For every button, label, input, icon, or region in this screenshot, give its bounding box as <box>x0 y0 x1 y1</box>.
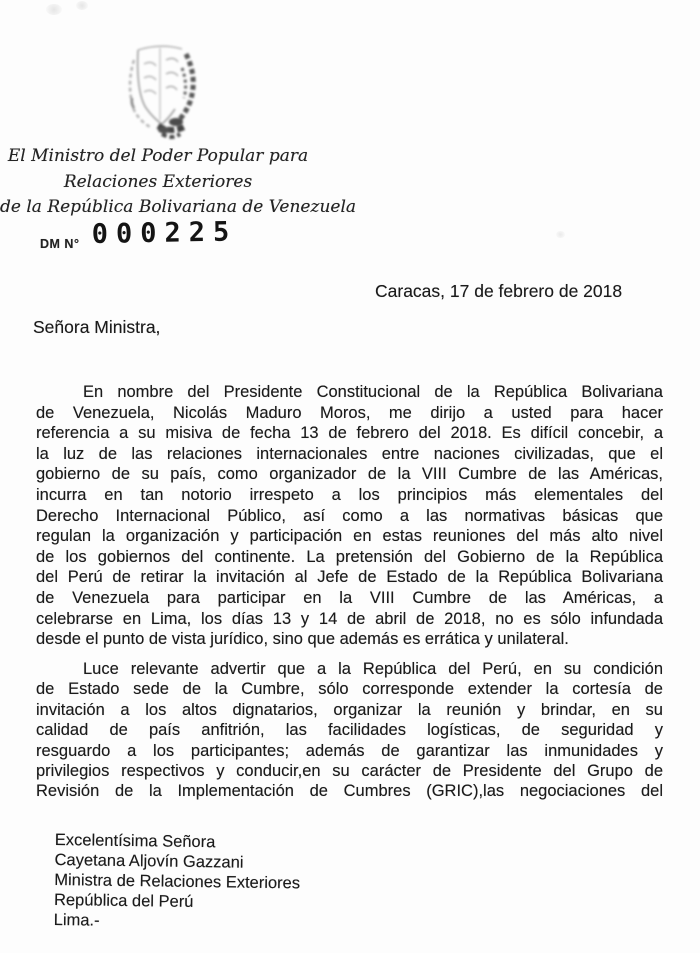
scan-artifact <box>556 231 565 238</box>
scan-artifact <box>76 1 88 10</box>
paragraph-2 <box>36 659 663 802</box>
letterhead-title: El Ministro del Poder Popular para Relaciones Exteriores de la República Bolivariana de Venezuela <box>0 146 357 217</box>
date-line: Caracas, 17 de febrero de 2018 <box>375 281 623 301</box>
venezuela-coat-of-arms-icon <box>114 34 210 146</box>
doc-number-label: DM N° <box>40 237 80 251</box>
paragraph-2-justified-lines: Luce relevante advertir que a la República del Perú, en su condición de Estado sede de la Cumbre, sólo corresponde extender la cortesía de invitación a los altos dignatarios, organizar la reunión y brindar, en su calidad de país anfitrión, las facilidades logísticas, de seguridad y resguardo a los participantes; además de garantizar las inmunidades y privilegios respectivos y conducir,en su carácter de Presidente del Grupo de Revisión de la Implementación de Cumbres (GRIC),las negociaciones del <box>36 660 663 801</box>
scan-artifact <box>46 4 62 15</box>
paragraph-1-last-line: desde el punto de vista jurídico, sino que además es errática y unilateral. <box>36 630 569 649</box>
doc-number-stamp: 000225 <box>91 216 238 250</box>
paragraph-1 <box>36 382 663 650</box>
salutation: Señora Ministra, <box>33 317 161 337</box>
paragraph-1-justified-lines: En nombre del Presidente Constitucional de la República Bolivariana de Venezuela, Nicolás Maduro Moros, me dirijo a usted para hacer referencia a su misiva de fecha 13 de febrero del 2018. Es difícil concebir, a la luz de las relaciones internacionales entre naciones civilizadas, que el gobierno de su país, como organizador de la VIII Cumbre de las Américas, incurra en tan notorio irrespeto a los principios más elementales del Derecho Internacional Público, así como a las normativas básicas que regulan la organización y participación en estas reuniones del más alto nivel de los gobiernos del continente. La pretensión del Gobierno de la República del Perú de retirar la invitación al Jefe de Estado de la República Bolivariana de Venezuela para participar en la VIII Cumbre de las Américas, a celebrarse en Lima, los días 13 y 14 de abril de 2018, no es sólo infundada <box>36 383 663 628</box>
addressee-block: Excelentísima Señora Cayetana Aljovín Gazzani Ministra de Relaciones Exteriores República del Perú Lima.- <box>53 830 301 930</box>
